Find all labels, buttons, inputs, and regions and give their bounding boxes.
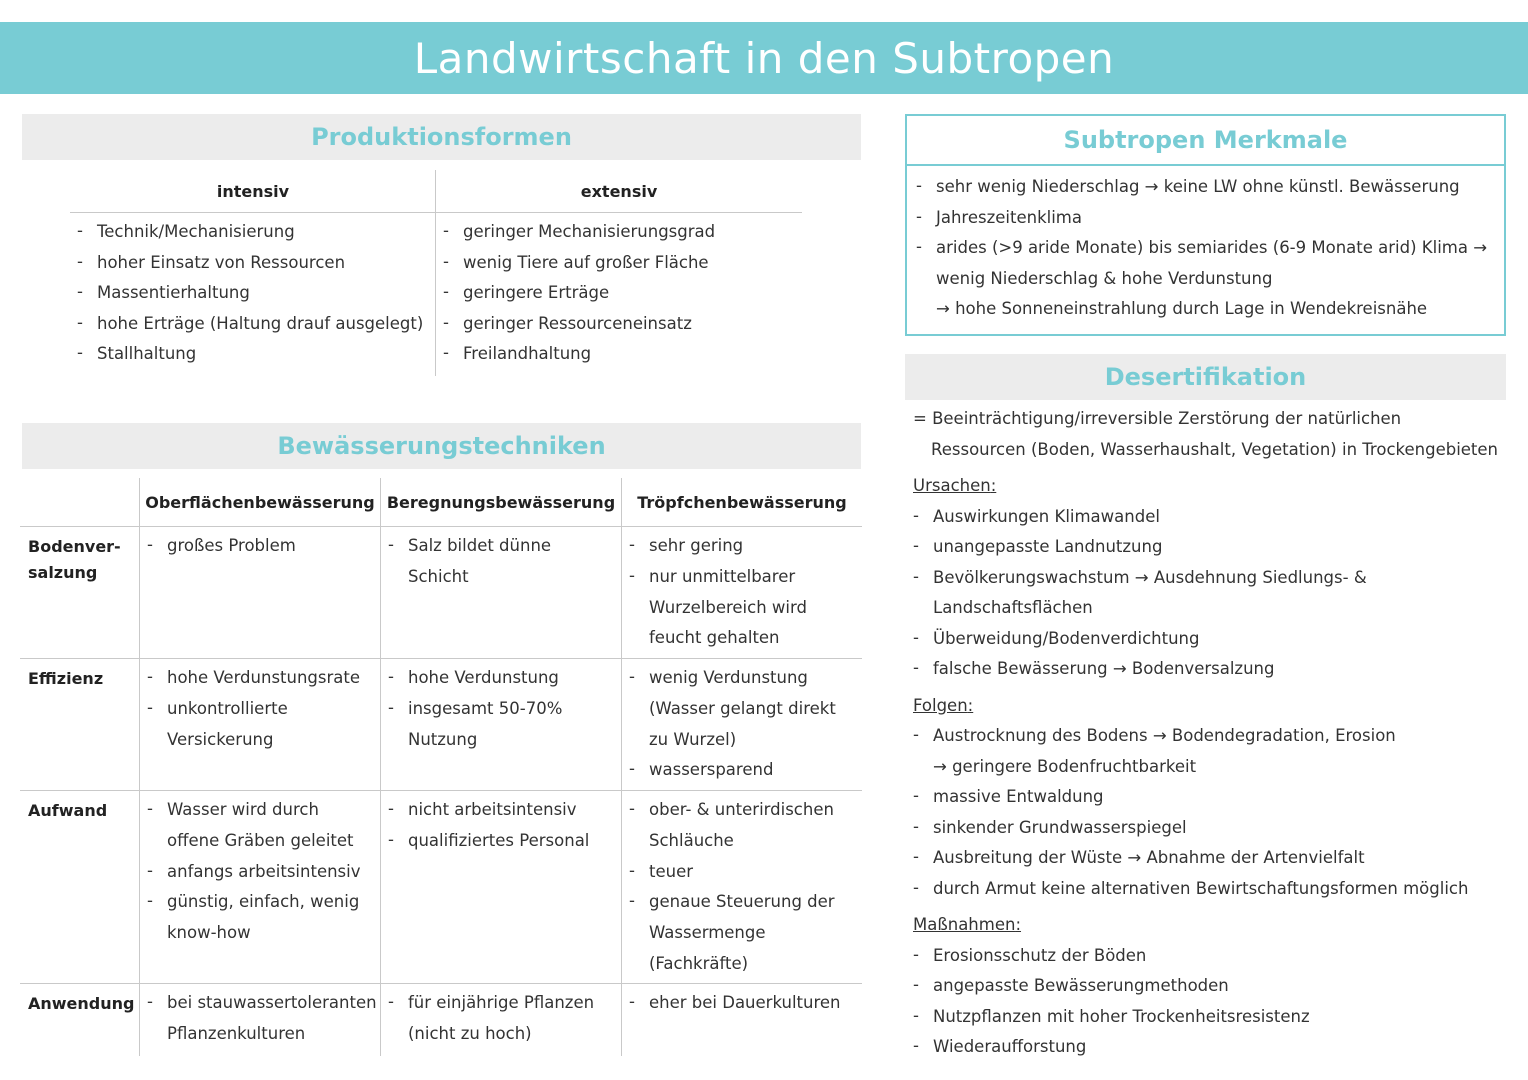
massnahmen-label-text: Maßnahmen: [913, 915, 1016, 934]
list-item: - arides (>9 aride Monate) bis semiarides (6-9 Monate arid) Klima → wenig Niederschlag & hohe Verdunstung: [909, 233, 1499, 294]
produktionsformen-header: [22, 114, 861, 160]
list-item: - Überweidung/Bodenverdichtung: [913, 624, 1513, 655]
list-item: - Nutzpflanzen mit hoher Trockenheitsresistenz: [913, 1002, 1513, 1033]
folgen-list: [913, 782, 1513, 904]
desertifikation-header: [905, 354, 1506, 400]
continuation-text: → geringere Bodenfruchtbarkeit: [933, 756, 1197, 776]
table-cell: [381, 795, 617, 857]
column-header: Beregnungsbewässerung: [386, 492, 616, 512]
list-item: - Wiederaufforstung: [913, 1032, 1513, 1063]
column-header: Tröpfchenbewässerung: [637, 492, 847, 512]
page-title: Landwirtschaft in den Subtropen: [413, 33, 1115, 83]
list-item: - wenig Verdunstung (Wasser gelangt direkt zu Wurzel): [622, 663, 858, 755]
list-item: - unangepasste Landnutzung: [913, 532, 1513, 563]
list-item: - sinkender Grundwasserspiegel: [913, 813, 1513, 844]
column-header: Oberflächenbewässerung: [145, 492, 375, 512]
list-item: - genaue Steuerung der Wassermenge (Fachkräfte): [622, 887, 858, 979]
list-item: - nur unmittelbarer Wurzelbereich wird feucht gehalten: [622, 562, 842, 654]
list-item: - Ausbreitung der Wüste → Abnahme der Artenvielfalt: [913, 843, 1513, 874]
extensiv-column: [436, 170, 802, 370]
list-item: - bei stauwassertoleranten Pflanzenkulturen: [140, 988, 380, 1050]
ursachen-label-text: Ursachen: [913, 476, 991, 495]
produktionsformen-title: Produktionsformen: [311, 123, 572, 151]
table-cell: [381, 663, 581, 755]
list-item: - Bevölkerungswachstum → Ausdehnung Siedlungs- & Landschaftsflächen: [913, 563, 1383, 624]
table-cell: [140, 531, 376, 562]
list-item: - hoher Einsatz von Ressourcen: [70, 248, 436, 279]
massnahmen-label: Maßnahmen:: [913, 915, 1022, 934]
row-header: Aufwand: [28, 801, 108, 820]
list-item: - geringer Mechanisierungsgrad: [436, 217, 802, 248]
table-cell: [381, 988, 617, 1050]
table-cell: [381, 531, 586, 593]
list-item: - anfangs arbeitsintensiv: [140, 857, 376, 888]
list-item: - Technik/Mechanisierung: [70, 217, 436, 248]
list-item: - sehr wenig Niederschlag → keine LW ohne künstl. Bewässerung: [909, 172, 1499, 203]
row-header: Effizienz: [28, 669, 104, 688]
list-item: - hohe Erträge (Haltung drauf ausgelegt): [70, 309, 436, 340]
merkmale-header: [907, 116, 1504, 166]
list-item: - falsche Bewässerung → Bodenversalzung: [913, 654, 1513, 685]
intensiv-heading: intensiv: [216, 181, 290, 201]
list-item: - Wasser wird durch offene Gräben geleitet: [140, 795, 376, 857]
list-item: - wassersparend: [622, 755, 858, 786]
list-item: - geringere Erträge: [436, 278, 802, 309]
folgen-label-text: Folgen: [913, 695, 968, 715]
desertifikation-content: [913, 404, 1513, 1063]
list-item: - Erosionsschutz der Böden: [913, 941, 1513, 972]
list-item: - sehr gering: [622, 531, 842, 562]
ursachen-label: Ursachen:: [913, 476, 997, 495]
list-item: - unkontrollierte Versickerung: [140, 694, 320, 756]
list-item: - Salz bildet dünne Schicht: [381, 531, 586, 593]
row-header: Anwendung: [28, 994, 135, 1013]
list-item: - Stallhaltung: [70, 339, 436, 370]
folgen-label: Folgen:: [913, 695, 974, 715]
list-item: - hohe Verdunstung: [381, 663, 581, 694]
list-item: - hohe Verdunstungsrate: [140, 663, 376, 694]
list-item: - ober- & unterirdischen Schläuche: [622, 795, 858, 857]
list-item: - angepasste Bewässerungmethoden: [913, 971, 1513, 1002]
merkmale-list: [909, 172, 1499, 325]
bewaesserung-header: [22, 423, 861, 469]
list-item: - großes Problem: [140, 531, 376, 562]
definition-text: = Beeinträchtigung/irreversible Zerstörung der natürlichen: [913, 409, 1402, 428]
list-item: - insgesamt 50-70% Nutzung: [381, 694, 581, 756]
table-divider: [20, 526, 862, 527]
merkmale-box: [905, 114, 1506, 336]
list-item: - durch Armut keine alternativen Bewirtschaftungsformen möglich: [913, 874, 1513, 905]
table-cell: [140, 988, 380, 1050]
table-cell: [140, 663, 376, 755]
list-item: - teuer: [622, 857, 858, 888]
massnahmen-list: [913, 941, 1513, 1063]
folgen-list: [913, 721, 1513, 752]
list-item: - nicht arbeitsintensiv: [381, 795, 617, 826]
row-header: Bodenver- salzung: [28, 537, 121, 582]
table-divider: [20, 790, 862, 791]
merkmale-title: Subtropen Merkmale: [1063, 126, 1348, 154]
list-item: - Massentierhaltung: [70, 278, 436, 309]
extensiv-heading: extensiv: [580, 181, 658, 201]
table-cell: [622, 531, 842, 654]
list-item: - massive Entwaldung: [913, 782, 1513, 813]
list-item: - geringer Ressourceneinsatz: [436, 309, 802, 340]
list-item: - wenig Tiere auf großer Fläche: [436, 248, 802, 279]
list-item: - eher bei Dauerkulturen: [622, 988, 858, 1019]
ursachen-list: [913, 502, 1513, 685]
intensiv-column: [70, 170, 436, 370]
definition-text: Ressourcen (Boden, Wasserhaushalt, Vegetation) in Trockengebieten: [931, 439, 1499, 459]
list-item: - Jahreszeitenklima: [909, 203, 1499, 234]
extensiv-list: [436, 217, 802, 370]
bewaesserung-table: [20, 478, 862, 1056]
list-item: - qualifiziertes Personal: [381, 826, 617, 857]
intensiv-list: [70, 217, 436, 370]
list-item: - für einjährige Pflanzen (nicht zu hoch): [381, 988, 617, 1050]
table-divider: [20, 658, 862, 659]
table-cell: [622, 988, 858, 1019]
table-cell: [140, 795, 376, 949]
list-item: - Auswirkungen Klimawandel: [913, 502, 1513, 533]
title-banner: [0, 22, 1528, 94]
continuation-text: → hohe Sonneneinstrahlung durch Lage in Wendekreisnähe: [936, 299, 1428, 318]
table-cell: [622, 795, 858, 980]
list-item: - Freilandhaltung: [436, 339, 802, 370]
desertifikation-title: Desertifikation: [1104, 363, 1307, 391]
list-item: - Austrocknung des Bodens → Bodendegradation, Erosion: [913, 721, 1513, 752]
table-cell: [622, 663, 858, 786]
list-item: - günstig, einfach, wenig know-how: [140, 887, 376, 949]
table-divider: [20, 983, 862, 984]
bewaesserung-title: Bewässerungstechniken: [277, 432, 606, 460]
